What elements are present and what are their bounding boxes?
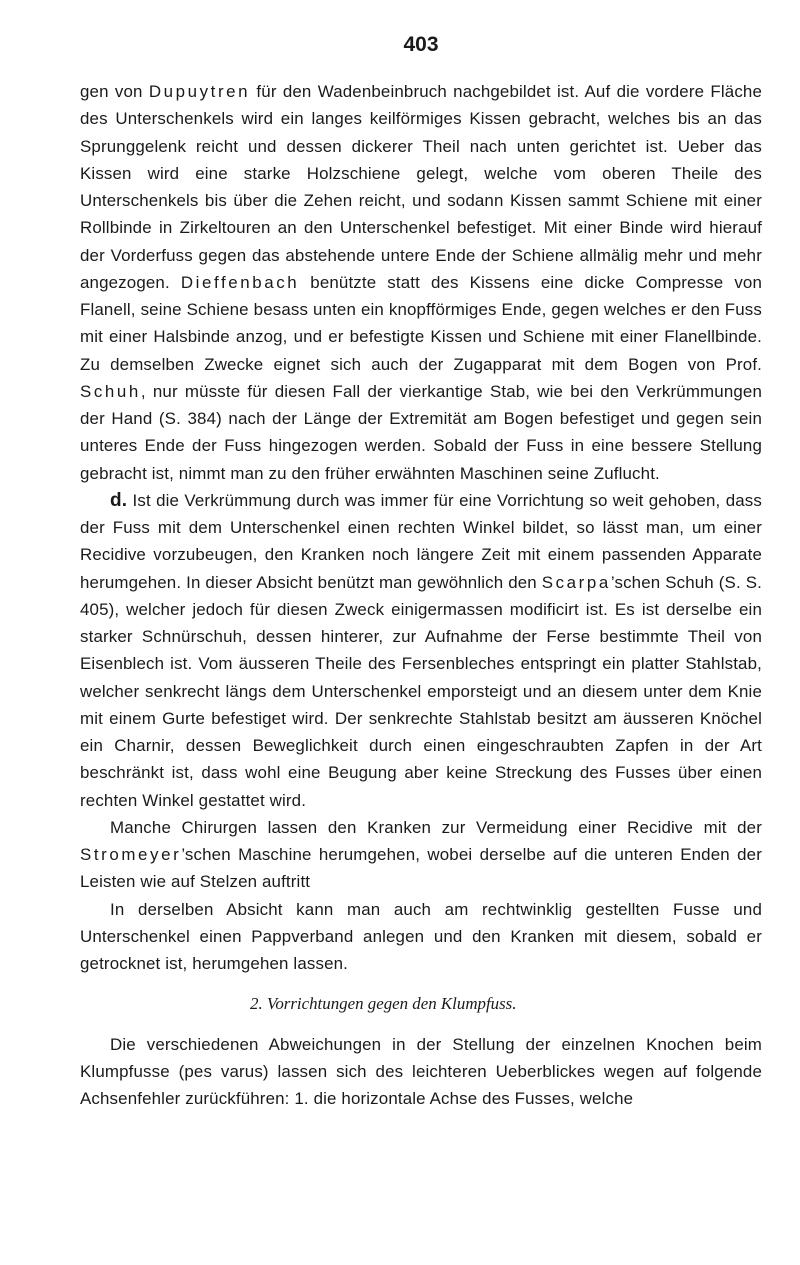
text-run: Ist die Verkrümmung durch was immer für eine Vorrichtung so weit gehoben, dass der Fuss mit dem Unterschenkel einen rechten Winkel bildet, so lässt man, um einer Recidive vorzubeugen, den Kranken noch längere Zeit mit einem passenden Apparate herumgehen. In dieser Absicht benützt man gewöhnlich den (80, 490, 762, 592)
paragraph-1 (80, 78, 762, 487)
paragraph-5 (80, 1031, 762, 1113)
book-page (80, 32, 762, 1112)
author-name-dupuytren: Dupuytren (148, 82, 251, 101)
page-number: 403 (403, 33, 439, 56)
text-run: ’schen Maschine herumgehen, wobei derselbe auf die unteren Enden der Leisten wie auf Stelzen auftritt (80, 845, 762, 892)
text-run: Die verschiedenen Abweichungen in der Stellung der einzelnen Knochen beim Klumpfusse (pes varus) lassen sich des leichteren Ueberblickes wegen auf folgende Achsenfehler zurückführen: 1. die horizontale Achse des Fusses, welche (80, 1034, 762, 1108)
author-name-dieffenbach: Dieffenbach (180, 272, 300, 292)
text-run: , nur müsste für diesen Fall der vierkantige Stab, wie bei den Verkrümmungen der Hand (S. 384) nach der Länge der Extremität am Bogen befestiget und gegen sein unteres Ende der Fuss hingezogen werden. Sobald der Fuss in eine bessere Stellung gebracht ist, nimmt man zu den früher erwähnten Maschinen seine Zuflucht. (80, 381, 762, 483)
author-name-schuh: Schuh (80, 381, 141, 401)
author-name-stromeyer: Stromeyer (80, 845, 182, 864)
text-run: für den Wadenbeinbruch nachgebildet ist. Auf die vordere Fläche des Unterschenkels wird ein langes keilförmiges Kissen gebracht, welches bis an das Sprunggelenk reicht und dessen dickerer Theil nach unten gerichtet ist. Ueber das Kissen wird eine starke Holzschiene gelegt, welche vom oberen Theile des Unterschenkels bis über die Zehen reicht, und sodann Kissen sammt Schiene mit einer Rollbinde in Zirkeltouren an den Unterschenkel befestiget. Mit einer Binde wird hierauf der Vorderfuss gegen das abstehende untere Ende der Schiene allmälig mehr und mehr angezogen. (80, 82, 762, 292)
text-run: benützte statt des Kissens eine dicke Compresse von Flanell, seine Schiene besass unten ein knopfförmiges Ende, gegen welches er den Fuss mit einer Halsbinde anzog, und er befestigte Kissen und Schiene mit einer Flanellbinde. Zu demselben Zwecke eignet sich auch der Zugapparat mit dem Bogen von Prof. (80, 272, 763, 374)
paragraph-4 (80, 896, 762, 978)
text-run: gen von (80, 82, 149, 101)
author-name-scarpa: Scarpa (541, 572, 611, 592)
paragraph-2 (80, 487, 762, 814)
text-run: ’schen Schuh (S. S. 405), welcher jedoch für diesen Zweck einigermassen modificirt ist. Es ist derselbe ein starker Schnürschuh, dessen hinterer, zur Aufnahme der Ferse bestimmte Theil von Eisenblech ist. Vom äusseren Theile des Fersenbleches entspringt ein platter Stahlstab, welcher senkrecht längs dem Unterschenkel emporsteigt und an diesem unter dem Knie mit einem Gurte befestiget wird. Der senkrechte Stahlstab besitzt am äusseren Knöchel ein Charnir, dessen Beweglichkeit durch einen eingeschraubten Zapfen in der Art beschränkt ist, dass wohl eine Beugung aber keine Streckung des Fusses über einen rechten Winkel gestattet wird. (80, 572, 762, 810)
text-run: Manche Chirurgen lassen den Kranken zur Vermeidung einer Recidive mit der (110, 817, 762, 837)
section-letter: d. (110, 489, 128, 511)
section-heading: 2. Vorrichtungen gegen den Klumpfuss. (250, 994, 517, 1014)
text-run: In derselben Absicht kann man auch am rechtwinklig gestellten Fusse und Unterschenkel einen Pappverband anlegen und den Kranken mit diesem, sobald er getrocknet ist, herumgehen lassen. (80, 899, 762, 973)
paragraph-3 (80, 814, 762, 896)
